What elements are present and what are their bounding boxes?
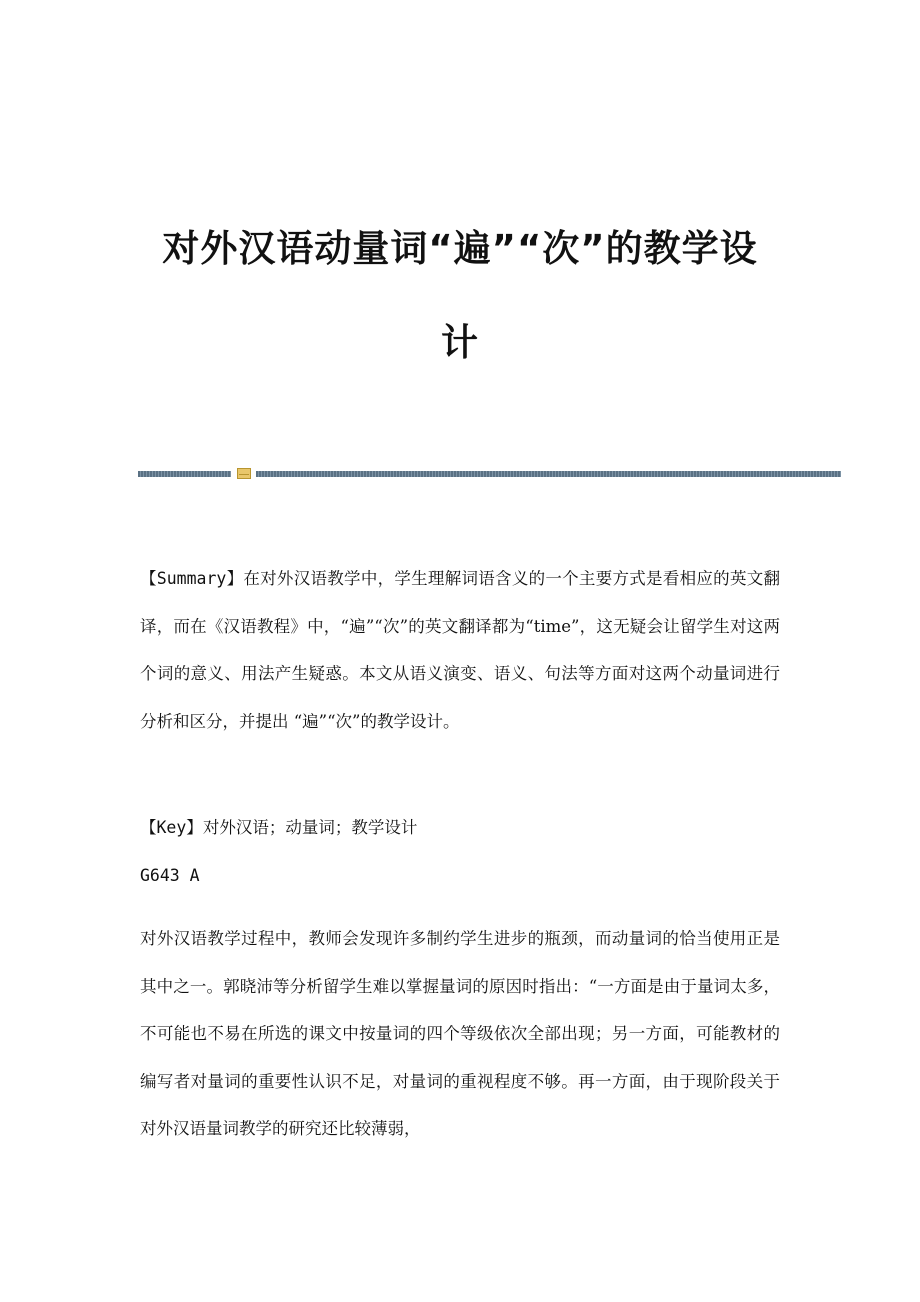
body-paragraph: 对外汉语教学过程中，教师会发现许多制约学生进步的瓶颈，而动量词的恰当使用正是其中之一。郭晓沛等分析留学生难以掌握量词的原因时指出：“一方面是由于量词太多，不可能也不易在所选的课文中按量词的四个等级依次全部出现；另一方面，可能教材的编写者对量词的重要性认识不足，对量词的重视程度不够。再一方面，由于现阶段关于对外汉语量词教学的研究还比较薄弱， <box>140 929 780 1138</box>
key-text: 对外汉语；动量词；教学设计 <box>202 818 418 837</box>
summary-text: 在对外汉语教学中，学生理解词语含义的一个主要方式是看相应的英文翻译，而在《汉语教程》中，“遍”“次”的英文翻译都为“time”，这无疑会让留学生对这两个词的意义、用法产生疑惑。本文从语义演变、语义、句法等方面对这两个动量词进行分析和区分，并提出 “遍”“次”的教学设计。 <box>140 569 780 731</box>
document-title-line-2: 计 <box>441 321 479 364</box>
divider-bar-right <box>256 471 841 477</box>
envelope-icon <box>237 468 251 479</box>
summary-label: 【Summary】 <box>140 569 244 588</box>
key-label: 【Key】 <box>140 818 203 837</box>
divider-bar-left <box>138 471 231 477</box>
summary-paragraph <box>140 555 780 745</box>
key-paragraph <box>140 804 780 852</box>
document-title-line-1: 对外汉语动量词“遍”“次”的教学设 <box>162 227 758 270</box>
title-divider <box>138 466 841 482</box>
classification-code: G643 A <box>140 866 200 885</box>
